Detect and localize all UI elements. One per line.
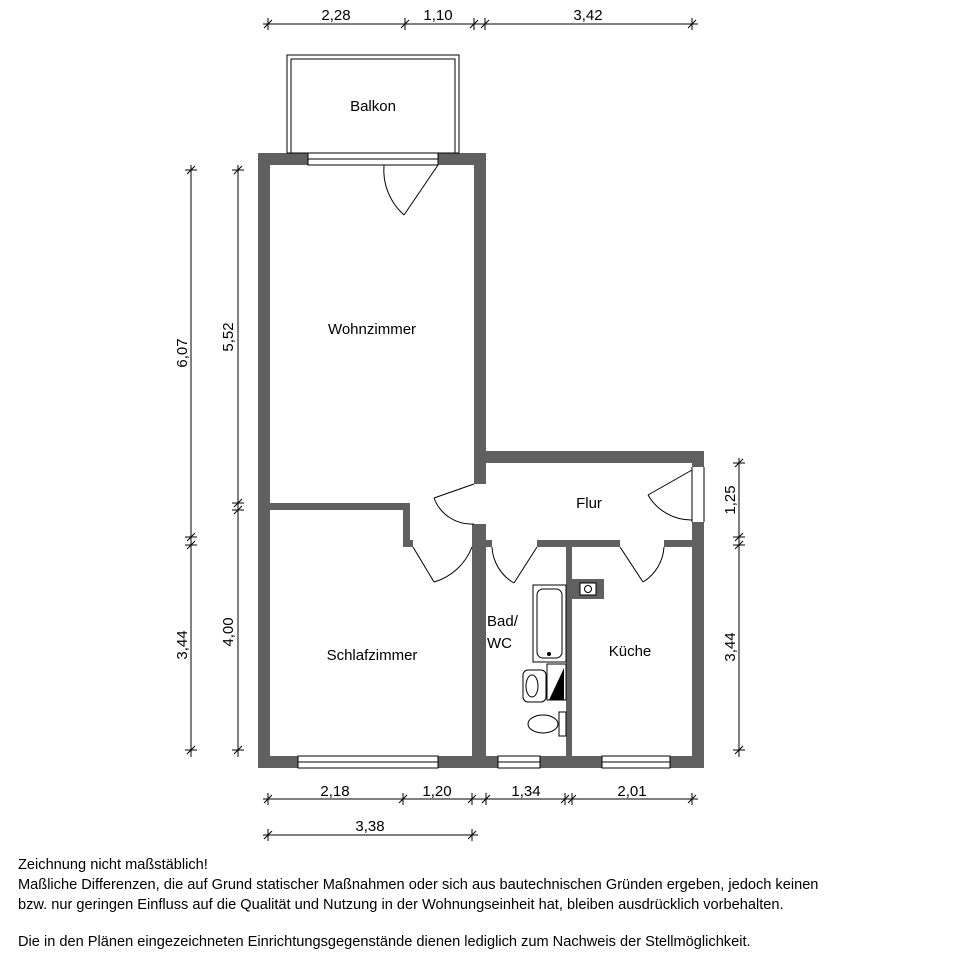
shaft	[547, 664, 566, 700]
dim-left-outer-2: 3,44	[174, 630, 191, 660]
room-bad-line1: Bad/	[487, 613, 518, 630]
dim-left-outer-1: 6,07	[174, 338, 191, 368]
wall-wohn-schlaf	[270, 503, 410, 510]
note-furniture: Die in den Plänen eingezeichneten Einrichtungsgegenstände dienen lediglich zum Nachweis der Stellmöglichkeit.	[18, 934, 751, 950]
doors	[384, 165, 692, 583]
wall-schlaf-right	[472, 540, 486, 756]
dim-bottom-total: 3,38	[355, 818, 385, 835]
dim-bottom-4: 2,01	[617, 783, 647, 800]
plan-notes	[18, 855, 948, 952]
dim-top-1: 2,28	[321, 7, 351, 24]
note-differences-1: Maßliche Differenzen, die auf Grund statischer Maßnahmen oder sich aus bautechnischen Gründen ergeben, jedoch keinen	[18, 877, 819, 893]
dim-right-1: 1,25	[722, 485, 739, 515]
dim-bottom-1: 2,18	[320, 783, 350, 800]
dim-right-2: 3,44	[722, 632, 739, 662]
dim-left-inner-1: 5,52	[220, 322, 237, 352]
dim-left-inner-2: 4,00	[220, 617, 237, 647]
wall-flur-top	[474, 451, 704, 463]
wall-schlaf-top-stub	[403, 540, 413, 547]
flur-door-gap	[692, 467, 704, 522]
wall-left	[258, 153, 270, 768]
bathtub	[533, 585, 566, 662]
wall-flur-bottom-mid	[537, 540, 620, 547]
dim-top-3: 3,42	[573, 7, 603, 24]
dim-top-2: 1,10	[423, 7, 453, 24]
room-bad-line2: WC	[487, 635, 512, 652]
room-flur: Flur	[576, 495, 602, 512]
room-wohnzimmer: Wohnzimmer	[327, 321, 417, 338]
dim-bottom-2: 1,20	[422, 783, 452, 800]
washbasin	[523, 670, 546, 702]
wall-flur-bottom	[472, 540, 492, 547]
note-differences-2: bzw. nur geringen Einfluss auf die Qualität und Nutzung in der Wohnungseinheit hat, bleiben ausdrücklich vorbehalten.	[18, 897, 784, 913]
wall-right-flur	[692, 451, 704, 467]
wall-flur-bottom-right	[664, 540, 704, 547]
wohn-door-gap	[474, 484, 486, 524]
room-kueche: Küche	[608, 643, 652, 660]
wall-bad-kueche	[566, 540, 572, 756]
toilet	[528, 712, 566, 736]
room-schlafzimmer: Schlafzimmer	[326, 647, 418, 664]
kitchen-chimney	[572, 579, 604, 599]
wall-wohnzimmer-right	[474, 153, 486, 484]
dim-bottom-3: 1,34	[511, 783, 541, 800]
room-balkon: Balkon	[350, 98, 396, 115]
walls	[258, 153, 704, 768]
note-not-to-scale: Zeichnung nicht maßstäblich!	[18, 857, 208, 873]
